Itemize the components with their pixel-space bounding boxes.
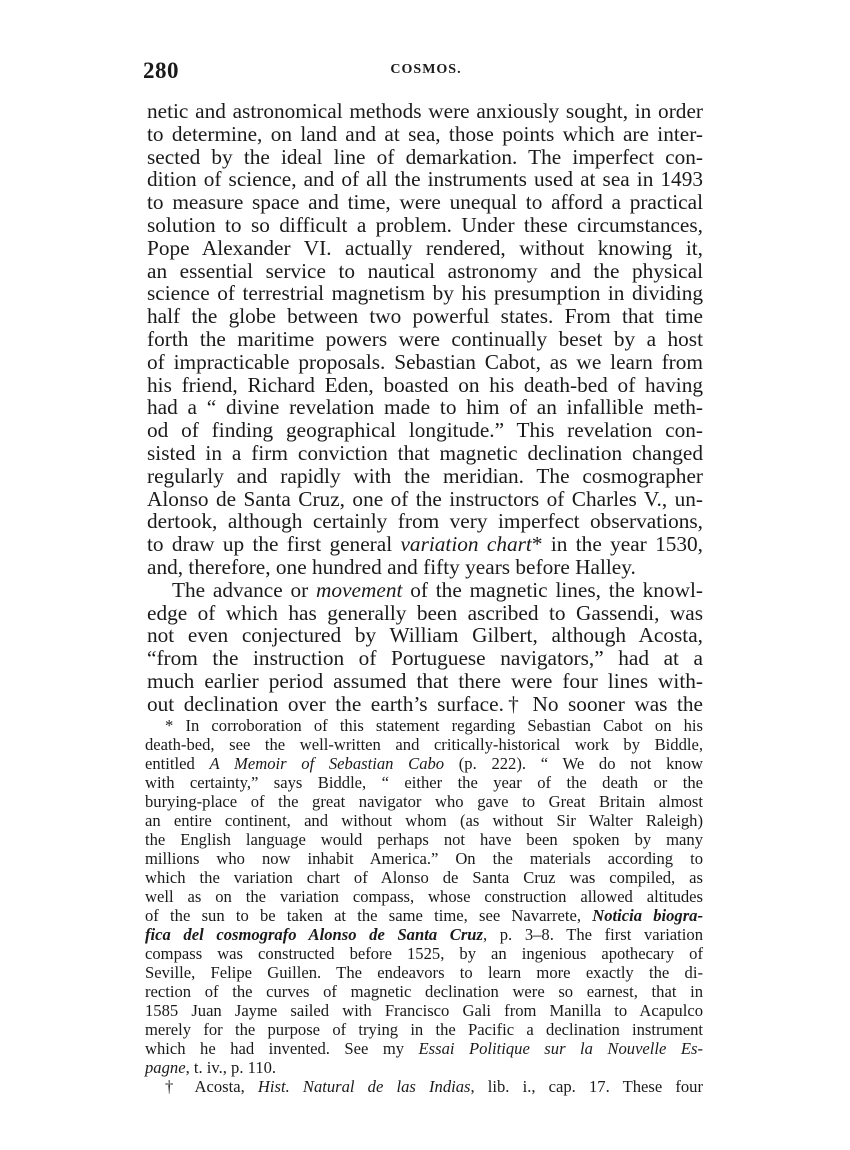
text-line: much earlier period assumed that there were four lines with- xyxy=(147,668,703,693)
text-line xyxy=(147,579,703,602)
footnote-line: burying-place of the great navigator who gave to Great Britain almost xyxy=(145,792,703,811)
book-title: A Memoir of Sebastian Cabo xyxy=(209,754,445,773)
text-run: which he had invented. See my xyxy=(145,1039,419,1058)
footnote-line: with certainty,” says Biddle, “ either the year of the death or the xyxy=(145,773,703,792)
footnotes xyxy=(145,716,703,1096)
text-line: to measure space and time, were unequal to afford a practical xyxy=(147,190,703,215)
text-run: , t. iv., p. 110. xyxy=(185,1058,277,1077)
text-line: his friend, Richard Eden, boasted on his death-bed of having xyxy=(147,372,703,397)
footnote-line: millions who now inhabit America.” On the materials according to xyxy=(145,849,703,868)
book-title: fica del cosmografo Alonso de Santa Cruz xyxy=(145,925,483,944)
text-run: of the sun to be taken at the same time, see Navarrete, xyxy=(145,906,593,925)
text-line: regularly and rapidly with the meridian. The cosmographer xyxy=(147,463,703,488)
footnote-line xyxy=(145,1077,703,1096)
text-run: The advance or xyxy=(172,577,317,602)
text-line: solution to so difficult a problem. Under these circumstances, xyxy=(147,212,703,237)
emphasis-movement: movement xyxy=(316,577,403,602)
text-line: an essential service to nautical astronomy and the physical xyxy=(147,258,703,283)
book-title: Hist. Natural de las Indias xyxy=(257,1077,471,1096)
text-line: od of finding geographical longitude.” This revelation con- xyxy=(147,418,703,443)
footnote-line: an entire continent, and without whom (as without Sir Walter Raleigh) xyxy=(145,811,703,830)
book-title: pagne xyxy=(145,1058,186,1077)
text-line: not even conjectured by William Gilbert, although Acosta, xyxy=(147,623,703,648)
body-text xyxy=(147,100,703,716)
text-run: (p. 222). “ We do not know xyxy=(444,754,703,773)
footnote-line xyxy=(145,1058,703,1077)
text-run: entitled xyxy=(145,754,210,773)
footnote-line: compass was constructed before 1525, by an ingenious apothecary of xyxy=(145,944,703,963)
text-run: * in the year 1530, xyxy=(531,532,704,557)
footnote-line: merely for the purpose of trying in the Pacific a declination instrument xyxy=(145,1020,703,1039)
page-number: 280 xyxy=(143,58,179,83)
footnote-line xyxy=(145,925,703,944)
footnote-line xyxy=(145,906,703,925)
text-line: and, therefore, one hundred and fifty years before Halley. xyxy=(147,554,636,579)
text-line: “from the instruction of Portuguese navigators,” had at a xyxy=(147,646,703,671)
text-line: dition of science, and of all the instruments used at sea in 1493 xyxy=(147,167,703,192)
footnote-line: death-bed, see the well-written and critically-historical work by Biddle, xyxy=(145,735,703,754)
text-run: † Acosta, xyxy=(165,1077,258,1096)
footnote-line: which the variation chart of Alonso de Santa Cruz was compiled, as xyxy=(145,868,703,887)
text-run: , lib. i., cap. 17. These four xyxy=(470,1077,703,1096)
text-line: forth the maritime powers were continually beset by a host xyxy=(147,326,703,351)
footnote-line: Seville, Felipe Guillen. The endeavors to learn more exactly the di- xyxy=(145,963,703,982)
text-line: of impracticable proposals. Sebastian Cabot, as we learn from xyxy=(147,349,703,374)
text-run: of the magnetic lines, the knowl- xyxy=(402,577,703,602)
text-line: dertook, although certainly from very imperfect observations, xyxy=(147,509,703,534)
book-title: Essai Politique sur la Nouvelle Es- xyxy=(418,1039,703,1058)
footnote-line: * In corroboration of this statement regarding Sebastian Cabot on his xyxy=(165,716,703,735)
page-header xyxy=(143,58,709,88)
footnote-line: 1585 Juan Jayme sailed with Francisco Gali from Manilla to Acapulco xyxy=(145,1001,703,1020)
text-line: out declination over the earth’s surface.† No sooner was the xyxy=(147,691,703,716)
footnote-line: rection of the curves of magnetic declination were so earnest, that in xyxy=(145,982,703,1001)
footnote-line: well as on the variation compass, whose construction allowed altitudes xyxy=(145,887,703,906)
text-line: Pope Alexander VI. actually rendered, without knowing it, xyxy=(147,235,703,260)
book-title: Noticia biogra- xyxy=(592,906,704,925)
text-line: edge of which has generally been ascribed to Gassendi, was xyxy=(147,600,703,625)
text-line: netic and astronomical methods were anxiously sought, in order xyxy=(147,99,703,123)
text-line: sisted in a firm conviction that magnetic declination changed xyxy=(147,440,703,465)
footnote-line: the English language would perhaps not have been spoken by many xyxy=(145,830,703,849)
text-line: had a “ divine revelation made to him of an infallible meth- xyxy=(147,395,703,420)
text-run: to draw up the first general xyxy=(147,532,401,557)
text-run: , p. 3–8. The first variation xyxy=(482,925,703,944)
text-line: science of terrestrial magnetism by his presumption in dividing xyxy=(147,281,703,306)
text-line xyxy=(147,533,703,556)
footnote-line xyxy=(145,1039,703,1058)
text-line: Alonso de Santa Cruz, one of the instructors of Charles V., un- xyxy=(147,486,703,511)
emphasis-variation-chart: variation chart xyxy=(400,532,532,557)
text-line: sected by the ideal line of demarkation. The imperfect con- xyxy=(147,144,703,169)
running-head: COSMOS. xyxy=(390,62,462,77)
footnote-line xyxy=(145,754,703,773)
text-line: half the globe between two powerful states. From that time xyxy=(147,304,703,329)
text-line: to determine, on land and at sea, those points which are inter- xyxy=(147,121,703,146)
